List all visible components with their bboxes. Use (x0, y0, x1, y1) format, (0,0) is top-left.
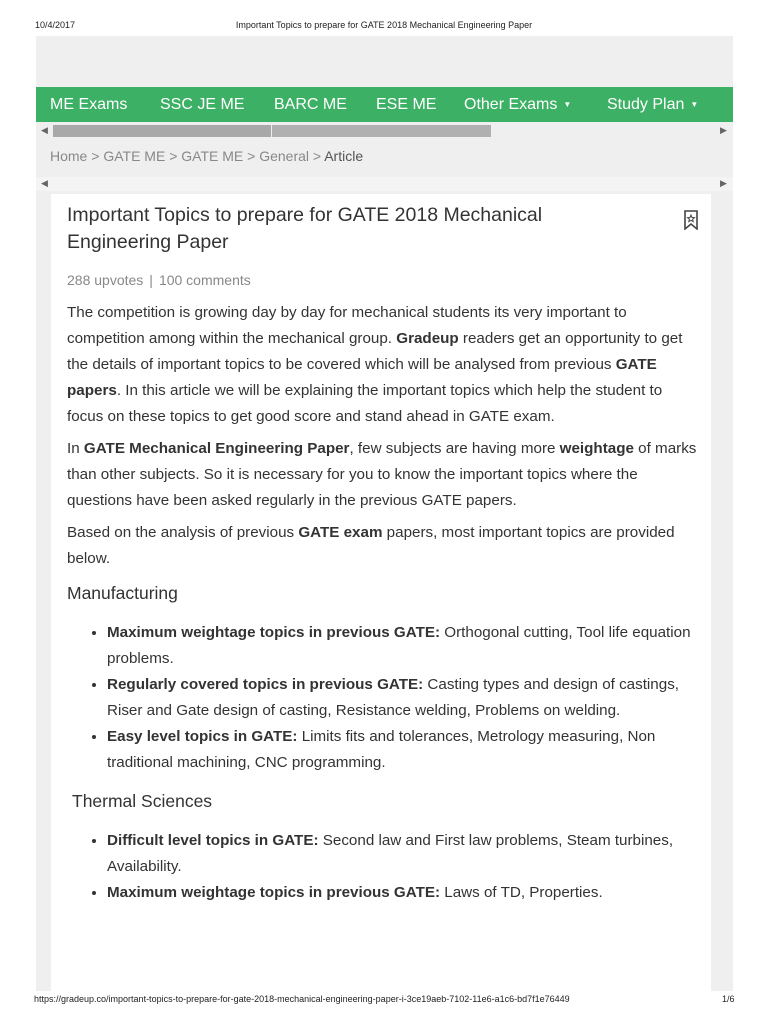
breadcrumb-scrollbar[interactable] (36, 177, 733, 191)
print-title: Important Topics to prepare for GATE 2018 Mechanical Engineering Paper (235, 20, 533, 30)
nav-item-me-exams[interactable]: ME Exams (50, 96, 128, 113)
list-item: • Regularly covered topics in previous GATE: Casting types and design of castings, Riser and Gate design of casting, Resistance welding, Problems on welding. (107, 672, 697, 724)
section-heading-thermal-sciences: Thermal Sciences (72, 791, 213, 811)
scrollbar-thumb[interactable] (53, 125, 271, 137)
list-item: • Easy level topics in GATE: Limits fits and tolerances, Metrology measuring, Non traditional machining, CNC programming. (107, 724, 697, 776)
nav-scrollbar[interactable] (36, 123, 733, 138)
list-item: • Maximum weightage topics in previous GATE: Laws of TD, Properties. (107, 880, 697, 906)
upvotes-count[interactable]: 288 upvotes (67, 272, 144, 288)
article-card (51, 194, 711, 991)
nav-item-other-exams[interactable]: Other Exams ▼ (464, 96, 572, 113)
page-viewport (36, 36, 733, 991)
breadcrumb-gate-me-2[interactable]: GATE ME (181, 148, 244, 164)
print-date: 10/4/2017 (35, 20, 76, 30)
nav-item-study-plan[interactable]: Study Plan ▼ (607, 96, 699, 113)
scroll-left-icon[interactable]: ◀ (41, 125, 48, 135)
article-meta: 288 upvotes | 100 comments (67, 272, 251, 288)
print-url: https://gradeup.co/important-topics-to-prepare-for-gate-2018-mechanical-engineering-paper-i-3ce19aeb-7102-11e6-a1c6-bd7f1e76449 (34, 994, 570, 1004)
list-item: • Difficult level topics in GATE: Second law and First law problems, Steam turbines, Availability. (107, 828, 697, 880)
article-body (67, 300, 697, 918)
scrollbar-thumb[interactable] (272, 125, 491, 137)
intro-paragraph: The competition is growing day by day for mechanical students its very important to competition among within the mechanical group. Gradeup readers get an opportunity to get the details of important topics to be covered which will be analysed from previous GATE papers. In this article we will be explaining the important topics which help the student to focus on these topics to get good score and stand ahead in GATE exam. (67, 304, 683, 425)
caret-down-icon: ▼ (690, 100, 699, 109)
comments-count[interactable]: 100 comments (158, 272, 251, 288)
article-title: Important Topics to prepare for GATE 2018 Mechanical Engineering Paper (67, 204, 543, 253)
nav-item-barc-me[interactable]: BARC ME (274, 96, 347, 113)
print-footer (0, 992, 768, 1024)
analysis-paragraph: Based on the analysis of previous GATE exam papers, most important topics are provided below. (67, 524, 675, 567)
scroll-left-icon[interactable]: ◀ (41, 178, 48, 188)
scroll-right-icon[interactable]: ▶ (720, 125, 727, 135)
bookmark-icon[interactable] (683, 210, 699, 230)
top-nav (36, 87, 733, 122)
breadcrumb-current: Article (324, 148, 364, 164)
breadcrumb-gate-me[interactable]: GATE ME (103, 148, 166, 164)
breadcrumb-home[interactable]: Home (50, 148, 88, 164)
breadcrumb-general[interactable]: General (259, 148, 310, 164)
print-header (0, 0, 768, 36)
weightage-paragraph: In GATE Mechanical Engineering Paper, few subjects are having more weightage of marks than other subjects. So it is necessary for you to know the important topics where the questions have been asked regularly in the previous GATE papers. (67, 440, 697, 509)
thermal-topic-list (67, 828, 697, 906)
nav-item-ssc-je-me[interactable]: SSC JE ME (160, 96, 245, 113)
print-page-number: 1/6 (722, 994, 735, 1004)
nav-item-ese-me[interactable]: ESE ME (376, 96, 437, 113)
manufacturing-topic-list (67, 620, 697, 776)
caret-down-icon: ▼ (563, 100, 572, 109)
section-heading-manufacturing: Manufacturing (67, 583, 178, 603)
scroll-right-icon[interactable]: ▶ (720, 178, 727, 188)
breadcrumb: Home > GATE ME > GATE ME > General > Article (50, 148, 364, 164)
list-item: • Maximum weightage topics in previous GATE: Orthogonal cutting, Tool life equation problems. (107, 620, 697, 672)
